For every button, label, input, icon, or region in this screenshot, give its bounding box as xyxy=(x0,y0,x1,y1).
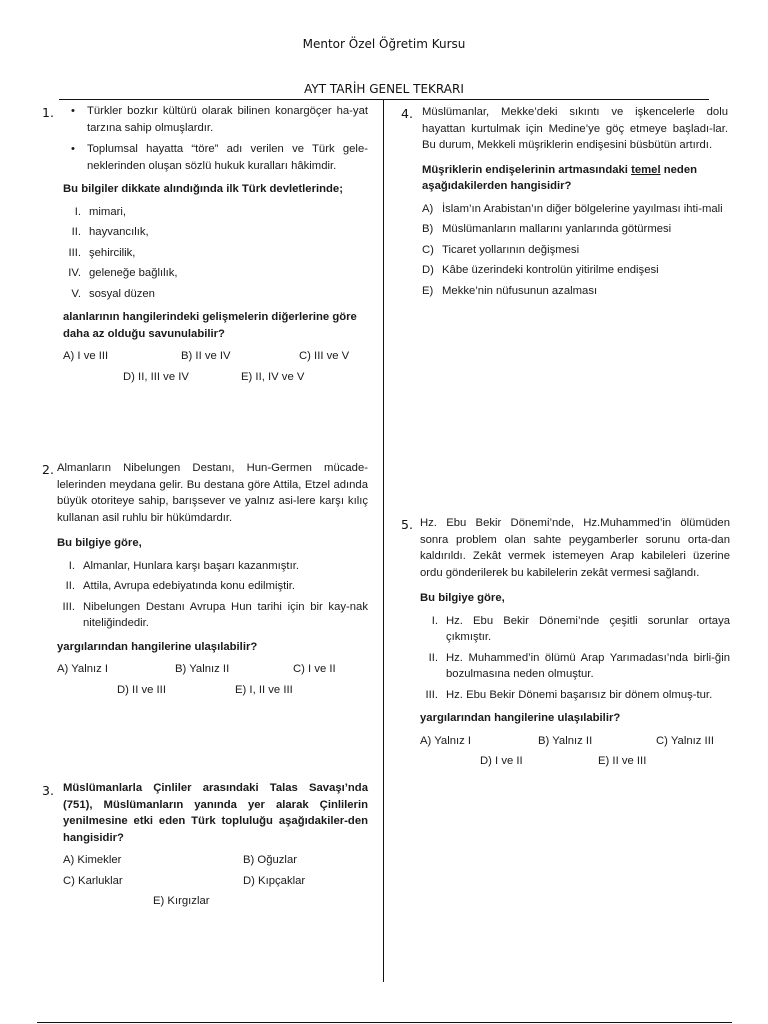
question-1 xyxy=(63,103,368,385)
option-d[interactable]: D) Kıpçaklar xyxy=(243,874,306,887)
item: III. şehircilik, xyxy=(68,246,136,259)
school-name: Mentor Özel Öğretim Kursu xyxy=(302,37,466,51)
item: V. sosyal düzen xyxy=(71,287,155,300)
question-5-stem: Bu bilgiye göre, xyxy=(420,592,505,604)
question-4-number: 4. xyxy=(401,106,413,121)
item: IV. geleneğe bağlılık, xyxy=(68,267,178,279)
option-b[interactable]: B) Oğuzlar xyxy=(243,854,297,866)
option-c[interactable]: C) Karluklar xyxy=(63,874,123,887)
question-3-options xyxy=(63,852,368,889)
question-5-prompt: yargılarından hangilerine ulaşılabilir? xyxy=(420,712,621,724)
question-1-number: 1. xyxy=(42,105,54,120)
question-5-text: Hz. Ebu Bekir Dönemi’nde, Hz.Muhammed’in ölümüden sonra problem olan sahte peygamberler sorunu orta-dan kaldırıldı. Zekât vermek istemeyen Arap kabileleri üzerine ordu gönderilerek bu kabilelerin zekât vermesi sağlandı. xyxy=(420,517,730,579)
question-1-options-row2 xyxy=(63,369,368,386)
question-1-bullet: • Toplumsal hayatta “töre” adı verilen ve Türk gele-neklerinden oluşan sözlü hukuk kuralları hâkimdir. xyxy=(71,143,368,172)
question-4 xyxy=(422,104,728,299)
footer-rule xyxy=(37,1022,732,1023)
header-rule xyxy=(59,99,709,100)
option-e[interactable]: E) Kırgızlar xyxy=(153,895,210,907)
item: II. Hz. Muhammed’in ölümü Arap Yarımadası’nda birli-ğin bozulmasına neden olmuştur. xyxy=(428,651,730,680)
exam-title: AYT TARİH GENEL TEKRARI xyxy=(304,82,464,96)
option-b[interactable]: B) Müslümanların mallarını yanlarında götürmesi xyxy=(422,223,672,235)
option-c[interactable]: C) III ve V xyxy=(299,350,350,362)
item: II. Attila, Avrupa edebiyatında konu edilmiştir. xyxy=(65,580,296,592)
option-d[interactable]: D) I ve II xyxy=(480,755,523,767)
question-2-options xyxy=(57,661,368,678)
question-4-prompt: Müşriklerin endişelerinin artmasındaki temel neden aşağıdakilerden hangisidir? xyxy=(422,163,698,192)
question-5-number: 5. xyxy=(401,517,413,532)
question-3-text: Müslümanlarla Çinliler arasındaki Talas Savaşı’nda (751), Müslümanların yanında yer alarak Çinlilerin yenilmesine etki eden Türk topluluğu aşağıdakiler-den hangisidir? xyxy=(63,782,368,844)
question-3-options-row3 xyxy=(63,893,368,910)
option-d[interactable]: D) II ve III xyxy=(117,683,166,696)
option-a[interactable]: A) Yalnız I xyxy=(420,734,472,747)
question-2-prompt: yargılarından hangilerine ulaşılabilir? xyxy=(57,640,258,653)
option-a[interactable]: A) Kimekler xyxy=(63,854,122,866)
item: I. Almanlar, Hunlara karşı başarı kazanmıştır. xyxy=(68,559,299,572)
question-2 xyxy=(57,460,368,698)
question-1-items xyxy=(63,204,368,303)
option-e[interactable]: E) II ve III xyxy=(598,755,647,767)
question-2-stem: Bu bilgiye göre, xyxy=(57,537,142,549)
item: III. Nibelungen Destanı Avrupa Hun tarihi için bir kay-nak niteliğindedir. xyxy=(62,600,368,629)
question-4-text: Müslümanlar, Mekke’deki sıkıntı ve işkencelerle dolu hayattan kurtulmak için Medine’ye göç etmeye başladı-lar. Bu durum, Mekkeli müşriklerin endişesini büsbütün artırdı. xyxy=(422,106,728,151)
option-b[interactable]: B) Yalnız II xyxy=(175,663,230,675)
question-5-options-row2 xyxy=(420,753,730,770)
question-2-options-row2 xyxy=(57,682,368,699)
option-a[interactable]: A) Yalnız I xyxy=(57,663,109,675)
option-c[interactable]: C) Yalnız III xyxy=(656,734,714,747)
question-5-items xyxy=(420,613,730,704)
item: II. hayvancılık, xyxy=(71,226,149,238)
question-1-options xyxy=(63,348,368,365)
option-d[interactable]: D) II, III ve IV xyxy=(123,370,189,383)
question-4-options xyxy=(422,201,728,300)
option-b[interactable]: B) II ve IV xyxy=(181,350,231,362)
question-2-text: Almanların Nibelungen Destanı, Hun-Germen mücade-lelerinden meydana gelir. Bu destana göre Attila, Etzel adında büyük otoriteye sahip, barışsever ve yalnız asi-lere karşı kılıç kullanan asil ruhlu bir hükümdardır. xyxy=(57,462,368,524)
question-2-number: 2. xyxy=(42,462,54,477)
question-3 xyxy=(63,780,368,910)
option-d[interactable]: D) Kâbe üzerindeki kontrolün yitirilme endişesi xyxy=(422,264,659,276)
option-b[interactable]: B) Yalnız II xyxy=(538,734,593,747)
option-a[interactable]: A) İslam’ın Arabistan’ın diğer bölgelerine yayılması ihti-mali xyxy=(422,202,723,215)
question-1-stem: Bu bilgiler dikkate alındığında ilk Türk devletlerinde; xyxy=(63,183,343,195)
question-5 xyxy=(420,515,730,770)
column-divider xyxy=(383,100,384,982)
question-3-number: 3. xyxy=(42,783,54,798)
option-e[interactable]: E) I, II ve III xyxy=(235,683,293,696)
option-c[interactable]: C) Ticaret yollarının değişmesi xyxy=(422,243,580,256)
option-a[interactable]: A) I ve III xyxy=(63,350,109,362)
option-c[interactable]: C) I ve II xyxy=(293,663,336,675)
item: I. mimari, xyxy=(74,205,127,218)
question-1-bullet: • Türkler bozkır kültürü olarak bilinen konargöçer ha-yat tarzına sahip olmuşlardır. xyxy=(71,105,368,134)
question-2-items xyxy=(57,558,368,632)
item: III. Hz. Ebu Bekir Dönemi başarısız bir dönem olmuş-tur. xyxy=(425,688,713,701)
question-5-options xyxy=(420,733,730,750)
question-1-prompt: alanlarının hangilerindeki gelişmelerin diğerlerine göre daha az olduğu savunulabilir? xyxy=(63,311,357,340)
option-e[interactable]: E) Mekke’nin nüfusunun azalması xyxy=(422,284,598,297)
item: I. Hz. Ebu Bekir Dönemi’nde çeşitli sorunlar ortaya çıkmıştır. xyxy=(431,614,730,643)
option-e[interactable]: E) II, IV ve V xyxy=(241,370,305,383)
